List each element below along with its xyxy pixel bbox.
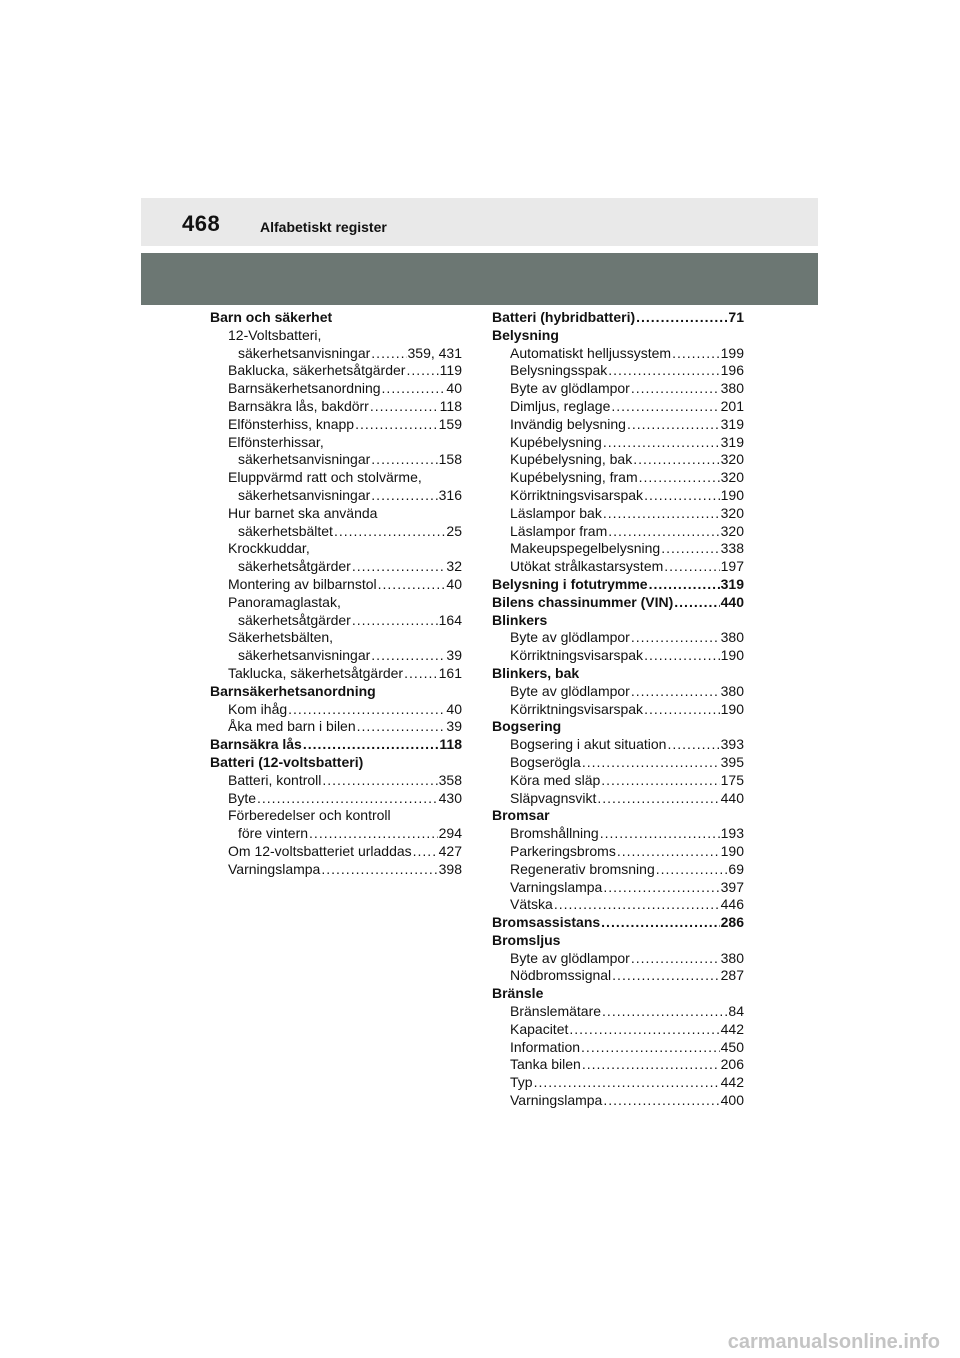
- page-reference: 320: [720, 469, 744, 486]
- dot-leader: [382, 380, 446, 398]
- dot-leader: [370, 398, 439, 416]
- index-entry: [210, 380, 462, 398]
- index-entry: [210, 843, 462, 861]
- dot-leader: [631, 629, 720, 647]
- dot-leader: [603, 879, 719, 897]
- index-term: Nödbromssignal: [510, 967, 612, 984]
- index-heading: [492, 914, 744, 932]
- page-reference: 40: [446, 575, 462, 592]
- index-term: Bromsar: [492, 807, 550, 824]
- index-term: Taklucka, säkerhetsåtgärder: [228, 664, 404, 681]
- index-term: Förberedelser och kontroll: [228, 807, 391, 824]
- index-entry: [492, 736, 744, 754]
- index-term: före vintern: [238, 825, 309, 842]
- dot-leader: [656, 861, 728, 879]
- page-reference: 286: [720, 914, 744, 931]
- index-entry: [492, 950, 744, 968]
- index-entry: [210, 594, 462, 612]
- index-term: Barnsäkra lås, bakdörr: [228, 397, 369, 414]
- dot-leader: [617, 843, 720, 861]
- page-reference: 199: [720, 344, 744, 361]
- page-reference: 446: [720, 896, 744, 913]
- page-reference: 287: [720, 967, 744, 984]
- index-term: Belysningsspak: [510, 362, 608, 379]
- page-reference: 397: [720, 878, 744, 895]
- index-entry: [492, 1021, 744, 1039]
- index-term: Byte av glödlampor: [510, 682, 630, 699]
- index-entry: [492, 469, 744, 487]
- index-heading: [210, 736, 462, 754]
- index-term: säkerhetsanvisningar: [238, 451, 371, 468]
- page-reference: 380: [720, 629, 744, 646]
- dot-leader: [371, 345, 406, 363]
- index-entry: [210, 807, 462, 825]
- index-heading: [492, 327, 744, 345]
- dot-leader: [581, 1039, 720, 1057]
- index-term: Byte av glödlampor: [510, 629, 630, 646]
- dot-leader: [569, 1021, 719, 1039]
- page-reference: 190: [720, 486, 744, 503]
- index-term: Information: [510, 1038, 581, 1055]
- index-term: Bromshållning: [510, 825, 599, 842]
- dot-leader: [582, 754, 720, 772]
- page-reference: 175: [720, 771, 744, 788]
- index-term: Kupébelysning: [510, 433, 602, 450]
- dot-leader: [597, 790, 719, 808]
- page-reference: 442: [720, 1074, 744, 1091]
- index-entry: [210, 505, 462, 523]
- index-term: Bromsljus: [492, 931, 561, 948]
- index-entry: [210, 487, 462, 505]
- index-term: Typ: [510, 1074, 533, 1091]
- page-reference: 190: [720, 842, 744, 859]
- header-band: [141, 253, 818, 305]
- index-term: Baklucka, säkerhetsåtgärder: [228, 362, 406, 379]
- index-term: Panoramaglastak,: [228, 593, 341, 610]
- dot-leader: [288, 701, 445, 719]
- dot-leader: [352, 612, 438, 630]
- index-entry: [210, 612, 462, 630]
- index-term: säkerhetsbältet: [238, 522, 333, 539]
- index-entry: [492, 1056, 744, 1074]
- index-term: Kapacitet: [510, 1020, 569, 1037]
- index-entry: [210, 558, 462, 576]
- index-term: Batteri, kontroll: [228, 771, 322, 788]
- page-reference: 206: [720, 1056, 744, 1073]
- dot-leader: [608, 523, 719, 541]
- page-reference: 320: [720, 504, 744, 521]
- index-entry: [492, 487, 744, 505]
- index-term: Byte av glödlampor: [510, 380, 630, 397]
- index-entry: [210, 861, 462, 879]
- index-term: Barn och säkerhet: [210, 309, 333, 325]
- index-entry: [210, 825, 462, 843]
- index-term: Batteri (hybridbatteri): [492, 309, 636, 325]
- index-entry: [210, 772, 462, 790]
- page-reference: 393: [720, 736, 744, 753]
- dot-leader: [649, 576, 720, 594]
- dot-leader: [608, 362, 719, 380]
- index-entry: [492, 790, 744, 808]
- page-reference: 39: [446, 718, 462, 735]
- dot-leader: [636, 309, 727, 327]
- dot-leader: [612, 967, 719, 985]
- page-reference: 39: [446, 647, 462, 664]
- index-term: Varningslampa: [510, 878, 603, 895]
- index-term: Hur barnet ska använda: [228, 504, 378, 521]
- index-entry: [492, 523, 744, 541]
- index-entry: [492, 683, 744, 701]
- dot-leader: [603, 434, 720, 452]
- index-term: säkerhetsanvisningar: [238, 344, 371, 361]
- page-reference: 427: [438, 842, 462, 859]
- page-reference: 40: [446, 380, 462, 397]
- page-reference: 320: [720, 522, 744, 539]
- index-heading: [210, 309, 462, 327]
- index-entry: [492, 1092, 744, 1110]
- index-entry: [492, 967, 744, 985]
- page-reference: 25: [446, 522, 462, 539]
- index-entry: [210, 416, 462, 434]
- index-term: säkerhetsanvisningar: [238, 647, 371, 664]
- index-term: Invändig belysning: [510, 415, 626, 432]
- index-heading: [492, 612, 744, 630]
- index-entry: [210, 345, 462, 363]
- page-reference: 164: [438, 611, 462, 628]
- dot-leader: [378, 576, 446, 594]
- page-reference: 358: [438, 771, 462, 788]
- dot-leader: [644, 701, 720, 719]
- index-term: Bränslemätare: [510, 1003, 602, 1020]
- page-reference: 395: [720, 753, 744, 770]
- index-term: Vätska: [510, 896, 553, 913]
- dot-leader: [371, 487, 437, 505]
- index-entry: [492, 754, 744, 772]
- dot-leader: [309, 825, 438, 843]
- page-header: [141, 198, 818, 246]
- index-entry: [492, 558, 744, 576]
- index-term: Barnsäkerhetsanordning: [228, 380, 381, 397]
- dot-leader: [611, 398, 719, 416]
- dot-leader: [371, 451, 437, 469]
- index-column-right: [492, 309, 744, 1110]
- index-term: Byte av glödlampor: [510, 949, 630, 966]
- index-term: Byte: [228, 789, 257, 806]
- index-entry: [492, 1074, 744, 1092]
- index-term: säkerhetsåtgärder: [238, 558, 351, 575]
- dot-leader: [631, 950, 720, 968]
- index-term: 12-Voltsbatteri,: [228, 326, 322, 343]
- index-heading: [492, 807, 744, 825]
- page-reference: 118: [439, 397, 462, 414]
- index-term: Montering av bilbarnstol: [228, 575, 377, 592]
- page-reference: 400: [720, 1092, 744, 1109]
- index-entry: [210, 701, 462, 719]
- page-reference: 398: [438, 860, 462, 877]
- index-entry: [492, 879, 744, 897]
- page-reference: 118: [439, 736, 462, 753]
- dot-leader: [257, 790, 438, 808]
- index-entry: [492, 1039, 744, 1057]
- index-term: Utökat strålkastarsystem: [510, 558, 664, 575]
- index-entry: [492, 416, 744, 434]
- index-term: Bilens chassinummer (VIN): [492, 593, 674, 610]
- page-reference: 338: [720, 540, 744, 557]
- index-entry: [210, 451, 462, 469]
- index-term: Kupébelysning, bak: [510, 451, 633, 468]
- page-reference: 69: [728, 860, 744, 877]
- index-term: Bogsering: [492, 718, 562, 735]
- index-entry: [210, 647, 462, 665]
- index-entry: [210, 576, 462, 594]
- index-term: Bogsering i akut situation: [510, 736, 667, 753]
- page-reference: 316: [438, 486, 462, 503]
- index-entry: [492, 540, 744, 558]
- dot-leader: [322, 772, 437, 790]
- page-reference: 190: [720, 700, 744, 717]
- page-reference: 193: [720, 825, 744, 842]
- index-entry: [210, 434, 462, 452]
- index-entry: [210, 540, 462, 558]
- dot-leader: [672, 345, 720, 363]
- dot-leader: [631, 683, 720, 701]
- page-reference: 161: [438, 664, 462, 681]
- index-term: Varningslampa: [510, 1092, 603, 1109]
- index-entry: [492, 861, 744, 879]
- dot-leader: [582, 1056, 720, 1074]
- index-entry: [210, 469, 462, 487]
- index-entry: [492, 843, 744, 861]
- index-term: Kupébelysning, fram: [510, 469, 638, 486]
- page-reference: 440: [720, 789, 744, 806]
- dot-leader: [357, 718, 446, 736]
- index-term: Om 12-voltsbatteriet urladdas: [228, 842, 412, 859]
- index-heading: [492, 576, 744, 594]
- index-term: Läslampor fram: [510, 522, 608, 539]
- index-entry: [210, 629, 462, 647]
- page-reference: 119: [439, 362, 462, 379]
- dot-leader: [371, 647, 445, 665]
- dot-leader: [633, 451, 719, 469]
- index-entry: [210, 327, 462, 345]
- index-term: Körriktningsvisarspak: [510, 647, 644, 664]
- index-entry: [492, 505, 744, 523]
- index-term: Blinkers, bak: [492, 664, 580, 681]
- index-term: Eluppvärmd ratt och stolvärme,: [228, 469, 422, 486]
- page-reference: 442: [720, 1020, 744, 1037]
- index-term: Bromsassistans: [492, 914, 601, 931]
- index-heading: [210, 683, 462, 701]
- index-entry: [492, 701, 744, 719]
- index-heading: [492, 594, 744, 612]
- index-entry: [492, 629, 744, 647]
- index-entry: [492, 1003, 744, 1021]
- page-reference: 380: [720, 949, 744, 966]
- index-term: Bogserögla: [510, 753, 581, 770]
- index-entry: [492, 772, 744, 790]
- index-term: Parkeringsbroms: [510, 842, 616, 859]
- page-reference: 190: [720, 647, 744, 664]
- dot-leader: [661, 540, 719, 558]
- index-term: Elfönsterhissar,: [228, 433, 324, 450]
- page-reference: 320: [720, 451, 744, 468]
- dot-leader: [303, 736, 439, 754]
- dot-leader: [674, 594, 719, 612]
- dot-leader: [413, 843, 438, 861]
- index-heading: [492, 309, 744, 327]
- page-reference: 450: [720, 1038, 744, 1055]
- page-reference: 319: [720, 575, 744, 592]
- index-term: Tanka bilen: [510, 1056, 581, 1073]
- index-term: Körriktningsvisarspak: [510, 486, 644, 503]
- index-entry: [210, 362, 462, 380]
- dot-leader: [603, 505, 720, 523]
- index-term: Automatiskt helljussystem: [510, 344, 672, 361]
- page-reference: 71: [728, 309, 744, 325]
- index-entry: [492, 380, 744, 398]
- dot-leader: [667, 736, 719, 754]
- page-reference: 359, 431: [407, 344, 462, 361]
- dot-leader: [644, 487, 720, 505]
- index-entry: [492, 451, 744, 469]
- index-entry: [492, 398, 744, 416]
- index-term: Släpvagnsvikt: [510, 789, 597, 806]
- page-reference: 430: [438, 789, 462, 806]
- page-reference: 201: [720, 397, 744, 414]
- index-heading: [492, 985, 744, 1003]
- dot-leader: [321, 861, 437, 879]
- index-term: Läslampor bak: [510, 504, 602, 521]
- page-number: 468: [182, 211, 221, 236]
- index-entry: [210, 523, 462, 541]
- index-column-left: [210, 309, 462, 879]
- index-heading: [492, 932, 744, 950]
- index-term: Åka med barn i bilen: [228, 718, 356, 735]
- index-term: Belysning i fotutrymme: [492, 575, 648, 592]
- index-entry: [492, 825, 744, 843]
- index-term: Blinkers: [492, 611, 548, 628]
- dot-leader: [602, 1003, 727, 1021]
- index-term: Kom ihåg: [228, 700, 288, 717]
- index-term: Belysning: [492, 326, 559, 343]
- index-term: Säkerhetsbälten,: [228, 629, 334, 646]
- index-heading: [492, 665, 744, 683]
- dot-leader: [664, 558, 719, 576]
- index-term: Batteri (12-voltsbatteri): [210, 753, 364, 770]
- page-reference: 197: [720, 558, 744, 575]
- index-term: Dimljus, reglage: [510, 397, 611, 414]
- dot-leader: [639, 469, 720, 487]
- dot-leader: [406, 362, 438, 380]
- dot-leader: [627, 416, 720, 434]
- index-entry: [492, 362, 744, 380]
- dot-leader: [601, 772, 719, 790]
- index-entry: [210, 718, 462, 736]
- dot-leader: [334, 523, 445, 541]
- index-term: Barnsäkerhetsanordning: [210, 682, 376, 699]
- dot-leader: [352, 558, 446, 576]
- watermark: carmanualsonline.info: [727, 1331, 940, 1353]
- index-entry: [492, 434, 744, 452]
- dot-leader: [534, 1074, 720, 1092]
- index-term: Varningslampa: [228, 860, 321, 877]
- index-term: Köra med släp: [510, 771, 601, 788]
- index-term: Regenerativ bromsning: [510, 860, 655, 877]
- page-reference: 40: [446, 700, 462, 717]
- page-reference: 84: [728, 1003, 744, 1020]
- dot-leader: [404, 665, 438, 683]
- dot-leader: [644, 647, 720, 665]
- index-heading: [492, 718, 744, 736]
- index-term: Bränsle: [492, 985, 544, 1002]
- page-reference: 440: [720, 593, 744, 610]
- page-reference: 319: [720, 415, 744, 432]
- index-term: Makeupspegelbelysning: [510, 540, 661, 557]
- page-reference: 380: [720, 380, 744, 397]
- page-reference: 196: [720, 362, 744, 379]
- index-entry: [492, 345, 744, 363]
- section-title: Alfabetiskt register: [260, 219, 387, 235]
- index-term: säkerhetsåtgärder: [238, 611, 351, 628]
- page-reference: 294: [438, 825, 462, 842]
- page-reference: 158: [438, 451, 462, 468]
- index-entry: [492, 896, 744, 914]
- dot-leader: [355, 416, 438, 434]
- page-reference: 380: [720, 682, 744, 699]
- dot-leader: [554, 896, 720, 914]
- page-reference: 159: [438, 415, 462, 432]
- index-term: Körriktningsvisarspak: [510, 700, 644, 717]
- dot-leader: [631, 380, 720, 398]
- index-term: Barnsäkra lås: [210, 736, 302, 753]
- index-entry: [492, 647, 744, 665]
- dot-leader: [601, 914, 719, 932]
- index-entry: [210, 398, 462, 416]
- index-term: säkerhetsanvisningar: [238, 486, 371, 503]
- index-term: Krockkuddar,: [228, 540, 310, 557]
- index-entry: [210, 790, 462, 808]
- dot-leader: [603, 1092, 719, 1110]
- index-term: Elfönsterhiss, knapp: [228, 415, 355, 432]
- index-entry: [210, 665, 462, 683]
- index-heading: [210, 754, 462, 772]
- page-reference: 32: [446, 558, 462, 575]
- page-reference: 319: [720, 433, 744, 450]
- dot-leader: [600, 825, 720, 843]
